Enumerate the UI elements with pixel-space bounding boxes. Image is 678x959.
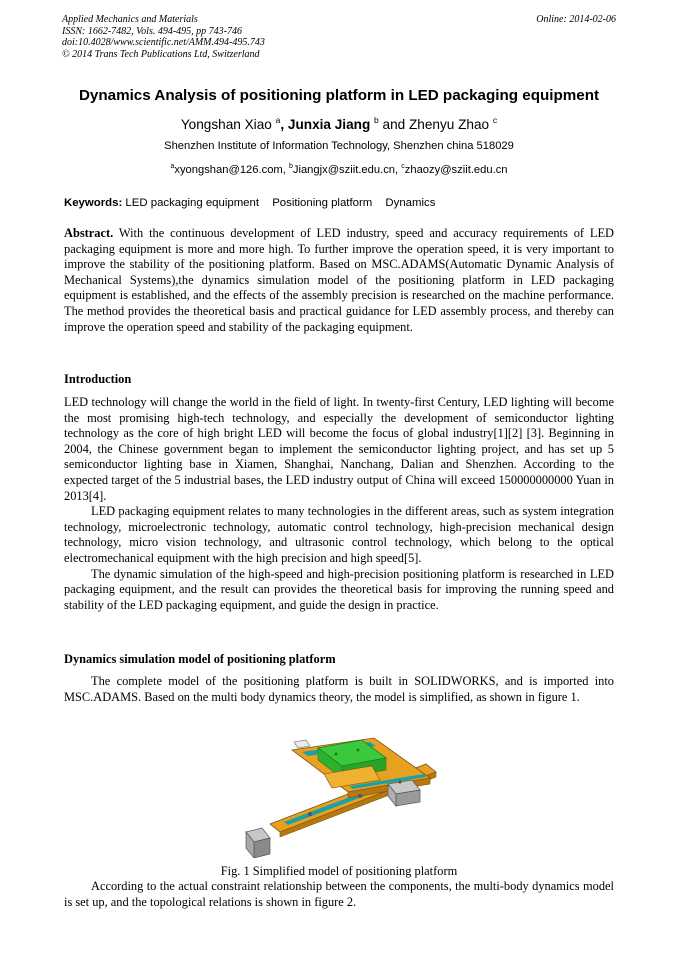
copyright-line: © 2014 Trans Tech Publications Ltd, Switzerland <box>62 48 260 60</box>
abstract-label: Abstract. <box>64 226 114 240</box>
keywords-line <box>64 197 445 209</box>
online-date: Online: 2014-02-06 <box>536 14 616 25</box>
author-marker: a <box>275 115 281 125</box>
email[interactable]: zhaozy@sziit.edu.cn <box>404 164 508 176</box>
closing-body <box>64 879 614 910</box>
email[interactable]: Jiangjx@sziit.edu.cn, <box>292 164 402 176</box>
paragraph: LED packaging equipment relates to many technologies in the different areas, such as system integration technology, microelectronic technology, automatic control technology, high-precision mechanical design technology, micro vision technology, and ultrasonic control technology, which belong to the optical electromechanical equipment with the high precision and high speed[5]. <box>64 504 614 565</box>
paper-title: Dynamics Analysis of positioning platform in LED packaging equipment <box>78 87 600 104</box>
author-marker: c <box>492 115 498 125</box>
paragraph: The dynamic simulation of the high-speed and high-precision positioning platform is researched in LED packaging equipment, and the result can provides the theoretical basis for improving the running speed and stability of the LED packaging equipment, and guide the design in practice. <box>64 566 614 612</box>
affiliation: Shenzhen Institute of Information Technology, Shenzhen china 518029 <box>164 140 514 152</box>
paragraph: The complete model of the positioning platform is built in SOLIDWORKS, and is imported into MSC.ADAMS. Based on the multi body dynamics theory, the model is simplified, as shown in figure 1. <box>64 674 614 704</box>
email-list <box>20 163 658 176</box>
figure-caption: Fig. 1 Simplified model of positioning platform <box>220 864 458 878</box>
email-marker: c <box>401 163 405 170</box>
email-marker: a <box>170 163 175 170</box>
paragraph: According to the actual constraint relationship between the components, the multi-body dynamics model is set up, and the topological relations is shown in figure 2. <box>64 879 614 909</box>
email-marker: b <box>288 163 293 170</box>
doi-line: doi:10.4028/www.scientific.net/AMM.494-495.743 <box>62 37 265 48</box>
introduction-body <box>64 395 614 613</box>
keywords-label: Keywords: <box>64 197 123 209</box>
dynamics-body <box>64 674 614 705</box>
section-heading-introduction: Introduction <box>64 372 132 386</box>
issn-line: ISSN: 1662-7482, Vols. 494-495, pp 743-746 <box>62 25 242 37</box>
section-heading-dynamics: Dynamics simulation model of positioning platform <box>64 652 336 666</box>
author-list <box>20 115 658 132</box>
journal-name: Applied Mechanics and Materials <box>62 14 198 25</box>
keyword: LED packaging equipment <box>125 197 260 209</box>
keyword: Dynamics <box>385 197 436 209</box>
keyword: Positioning platform <box>272 197 373 209</box>
author-name: Yongshan Xiao <box>180 117 272 132</box>
paragraph: LED technology will change the world in the field of light. In twenty-first Century, LED lighting will become the most promising high-tech technology, and especially the development of semiconductor lighting technology as the core of high bright LED will become the focus of global industry[1][2] [3]. Beginning in 2004, the Chinese government began to implement the semiconductor lighting project, and has set up 5 semiconductor lighting base in Xiamen, Shanghai, Nanchang, Dalian and Shenzhen. According to the expected target of the 5 industrial bases, the LED industry output of China will exceed 150000000000 Yuan in 2013[4]. <box>64 395 614 503</box>
figure-positioning-platform <box>240 730 464 858</box>
author-name: and Zhenyu Zhao <box>378 117 490 132</box>
abstract <box>64 226 614 335</box>
author-marker: b <box>374 115 379 125</box>
abstract-text: With the continuous development of LED industry, speed and accuracy requirements of LED packaging equipment is more and more high. To further improve the operation speed, it is very important to improve the stability of the positioning platform. Based on MSC.ADAMS(Automatic Dynamic Analysis of Mechanical Systems),the dynamics simulation model of the positioning platform in LED packaging equipment is established, and the effects of the assembly precision is researched on the machine performance. The method provides the theoretical basis and practical guidance for LED assembly process, and thereby can improve the operation speed and stability of the packaging equipment. <box>64 226 614 334</box>
email[interactable]: xyongshan@126.com, <box>174 164 289 176</box>
author-name: , Junxia Jiang <box>280 117 371 132</box>
journal-header <box>62 14 265 60</box>
